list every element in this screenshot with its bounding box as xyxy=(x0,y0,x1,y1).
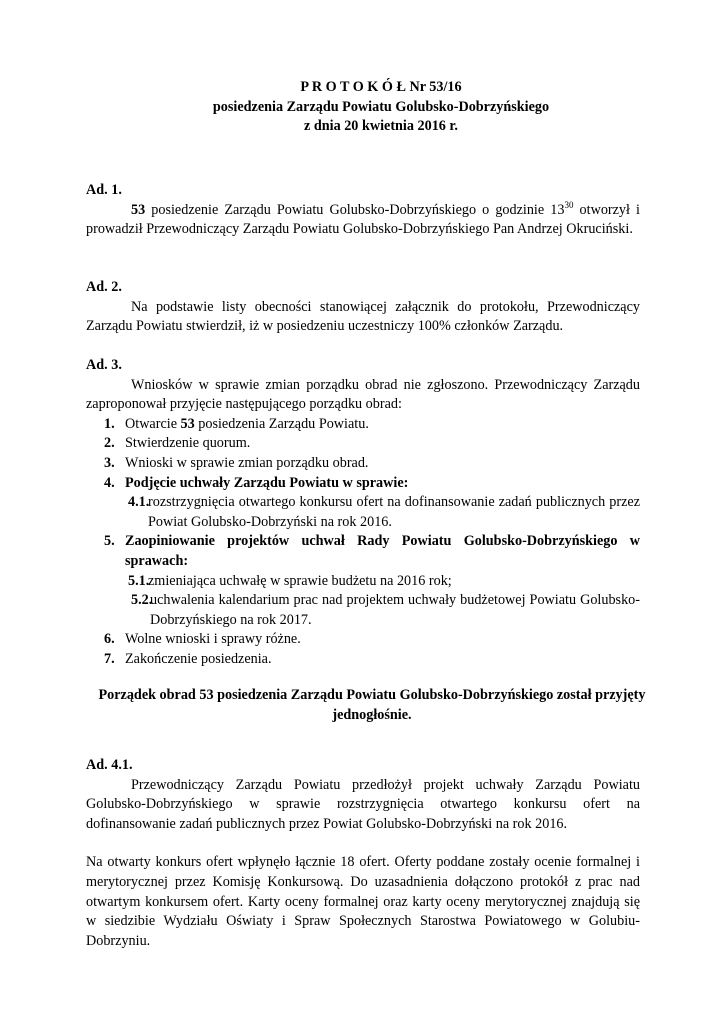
agenda-item-5-1 xyxy=(86,572,640,592)
ad2-paragraph: Na podstawie listy obecności stanowiącej załącznik do protokołu, Przewodniczący Zarządu Powiatu stwierdził, iż w posiedzeniu uczestniczy 100% członków Zarządu. xyxy=(86,298,640,335)
agenda-item-6-number: 6. xyxy=(104,631,115,648)
agenda-item-2-text: Stwierdzenie quorum. xyxy=(125,435,251,452)
agenda-item-1 xyxy=(86,415,640,435)
agenda-item-3-number: 3. xyxy=(104,454,115,471)
protocol-title: P R O T O K Ó Ł Nr 53/16 xyxy=(300,79,462,95)
agenda-item-6 xyxy=(86,630,640,650)
protocol-subtitle: posiedzenia Zarządu Powiatu Golubsko-Dobrzyńskiego xyxy=(212,98,550,115)
agenda-item-3 xyxy=(86,454,640,474)
agenda-item-4 xyxy=(86,474,640,494)
agenda-item-1-number-bold: 53 xyxy=(180,415,195,432)
ad41-heading: Ad. 4.1. xyxy=(86,757,133,773)
agenda-item-7 xyxy=(86,650,640,670)
agenda-item-2 xyxy=(86,434,640,454)
ad3-heading: Ad. 3. xyxy=(86,357,122,373)
agenda-item-5-text: Zaopiniowanie projektów uchwał Rady Powiatu Golubsko-Dobrzyńskiego w sprawach: xyxy=(125,533,640,569)
agenda-item-6-text: Wolne wnioski i sprawy różne. xyxy=(125,631,301,648)
agenda-item-1-text-c: posiedzenia Zarządu Powiatu. xyxy=(194,415,369,432)
agenda-item-3-text: Wnioski w sprawie zmian porządku obrad. xyxy=(125,454,369,471)
agenda-item-4-number: 4. xyxy=(104,474,115,491)
agenda-item-2-number: 2. xyxy=(104,435,115,452)
ad3-intro: Wniosków w sprawie zmian porządku obrad nie zgłoszono. Przewodniczący Zarządu zaproponował przyjęcie następującego porządku obrad: xyxy=(86,376,640,413)
agenda-item-4-1 xyxy=(86,493,640,532)
agenda-item-4-1-number: 4.1. xyxy=(128,494,150,511)
ad2-heading: Ad. 2. xyxy=(86,279,122,295)
agenda-item-1-number: 1. xyxy=(104,415,115,432)
agenda-item-5-2 xyxy=(86,591,640,630)
agenda-item-5-1-text: zmieniająca uchwałę w sprawie budżetu na 2016 rok; xyxy=(148,572,452,589)
section-ad1 xyxy=(86,181,640,240)
section-ad4-1 xyxy=(86,756,640,951)
agenda-item-4-text: Podjęcie uchwały Zarządu Powiatu w sprawie: xyxy=(125,474,409,491)
protocol-date: z dnia 20 kwietnia 2016 r. xyxy=(304,118,458,135)
section-ad3 xyxy=(86,356,640,670)
ad1-heading: Ad. 1. xyxy=(86,182,122,198)
ad41-paragraph-2: Na otwarty konkurs ofert wpłynęło łącznie 18 ofert. Oferty poddane zostały ocenie formalnej i merytorycznej przez Komisję Konkursową. Do uzasadnienia dołączono protokół z prac nad otwartym konkursem ofert. Karty oceny formalnej oraz karty oceny merytorycznej znajdują się w siedzibie Wydziału Oświaty i Spraw Społecznych Starostwa Powiatowego w Golubiu-Dobrzyniu. xyxy=(86,854,640,949)
agenda-item-1-text-a: Otwarcie xyxy=(125,415,181,432)
agenda-adopted-statement: Porządek obrad 53 posiedzenia Zarządu Powiatu Golubsko-Dobrzyńskiego został przyjęty jednogłośnie. xyxy=(98,687,646,723)
ad1-time-minutes: 30 xyxy=(564,199,574,210)
ad1-text-a: posiedzenie Zarządu Powiatu Golubsko-Dobrzyńskiego o godzinie 13 xyxy=(145,201,565,218)
ad41-paragraph-1: Przewodniczący Zarządu Powiatu przedłożył projekt uchwały Zarządu Powiatu Golubsko-Dobrzyńskiego w sprawie rozstrzygnięcia otwartego konkursu ofert na dofinansowanie zadań publicznych przez Powiat Golubsko-Dobrzyński na rok 2016. xyxy=(86,776,640,832)
agenda-item-5 xyxy=(86,532,640,571)
document-header xyxy=(0,78,724,137)
ad1-paragraph xyxy=(86,201,640,240)
section-ad2 xyxy=(86,278,640,337)
agenda-item-7-text: Zakończenie posiedzenia. xyxy=(125,650,272,667)
agenda-item-5-number: 5. xyxy=(104,533,115,550)
agenda-item-5-1-number: 5.1. xyxy=(128,572,150,589)
agenda-item-5-2-text: uchwalenia kalendarium prac nad projektem uchwały budżetowej Powiatu Golubsko-Dobrzyńskiego na rok 2017. xyxy=(150,592,640,628)
ad1-text-b: otworzył i prowadził Przewodniczący Zarządu Powiatu Golubsko-Dobrzyńskiego Pan Andrzej Okruciński. xyxy=(86,201,640,238)
ad1-number: 53 xyxy=(131,201,146,218)
agenda-item-7-number: 7. xyxy=(104,650,115,667)
agenda-item-4-1-text: rozstrzygnięcia otwartego konkursu ofert na dofinansowanie zadań publicznych przez Powiat Golubsko-Dobrzyński na rok 2016. xyxy=(148,494,640,530)
agenda-item-5-2-number: 5.2. xyxy=(131,592,153,609)
